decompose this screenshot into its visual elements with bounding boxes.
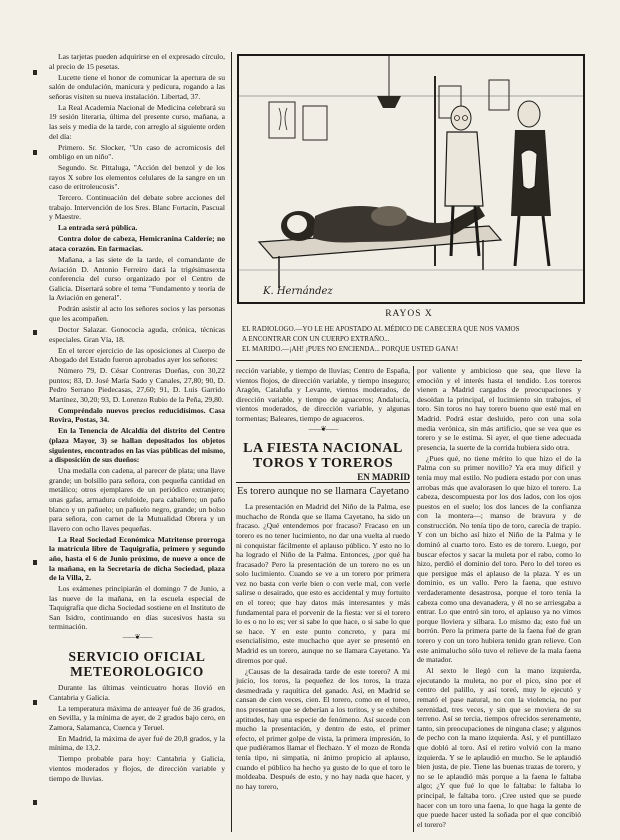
paragraph: Número 79, D. César Contreras Dueñas, con 30,22 puntos; 83, D. José María Sado y Canales, 27,80; 90, D. Pedro Serrano Piedecasas, 27,60; 91, D. Luis Garrido Martínez, 30,20; 93, D. Lorenzo Rubio de la Peña, 29,80. xyxy=(49,366,225,404)
paragraph: La temperatura máxima de anteayer fué de 36 grados, en Sevilla, y la mínima de ayer, de 2 grados bajo cero, en Zamora, Salamanca, Cuenca y Teruel. xyxy=(49,703,225,732)
column-rule xyxy=(231,52,232,832)
cartoon-drawing xyxy=(239,56,583,302)
paragraph: ¿Pues qué, no tiene mérito lo que hizo el de la Palma con su primer novillo? Ya era muy difícil y tenía muy mal estilo. No pudiera estado por con unas arrobas más que avalorasen lo que hizo el torero. La cabeza, descompuesta por los dos lados, con los ojos puestos en el suelo; los dos lances de la confianza con la montera—; manso de bravura y de construcción. No tenía tipo de toro, carecía de trapío. Y con un bicho así hizo el Niño de la Palma y le dominó al cuarto toro. Esto es de torero. Luego, por buscar efectos y sacar la muleta por el rabo, como lo hizo, perdió el dominio del toro. Pero lo del toreo es que persigue más el aplauso de la plaza. Y es un dominio, es un vallo. Pero la faena, que estuvo verdaderamente desastrosa, porque el toro tenía la cabeza como una devanadera, y él no se arriesgaba a entrar. Lo que entró sin toro, el aplauso ya no vimos porque lloviera y silbara. Lo mismo da; esto fué un borrón. Pero la primera parte de la faena fué de gran torero y con un toro hubiera tenido gran relieve. Con este animalucho sólo tuvo el relieve de la mala faena de matador. xyxy=(417,453,581,665)
binding-hole xyxy=(33,330,37,335)
section-heading: SERVICIO OFICIAL METEOROLOGICO xyxy=(68,649,206,680)
paragraph: Tiempo probable para hoy: Cantabria y Galicia, vientos moderados y flojos, de dirección variable y tiempo de lluvias. xyxy=(49,754,225,783)
binding-hole xyxy=(33,150,37,155)
paragraph: ¿Causas de la desairada tarde de este torero? A mi juicio, los toros, la pequeñez de los toros, la traza desmedrada y raquítica del ganado. Así, en Madrid se cansan de cien veces, cien. El torero, como en el toreo, nos presentan que se deberían a los toritos, y se exhiben aptitudes, hay una especie de fenómeno. Así sucede con mucho la presentación, y dentro de esto, el primer efecto, el primer golpe de vista, la primera impresión, lo que pudiéramos llamar el flechazo. Y el mozo de Ronda tenía tipo, ni simpatía, ni ánimo propicio al aplauso, cuando el público ha hecho ya gusto de lo que el toro le moldeaba. Después de esto, y no hay nada que hacer, y no hay torero, xyxy=(236,666,410,791)
paragraph: Los exámenes principiarán el domingo 7 de Junio, a las nueve de la mañana, en la escuela especial de Taquigrafía que dicha Sociedad sostiene en el Instituto de San Isidro, continuando en días sucesivos hasta su terminación. xyxy=(49,584,225,632)
paragraph: La Real Sociedad Económica Matritense prorroga la matrícula libre de Taquigrafía, primero y segundo año, hasta el 6 de Junio próximo, de nueve a once de la mañana, en la Secretaría de dicha Sociedad, plaza de la Villa, 2. xyxy=(49,534,225,583)
caption-line: A ENCONTRAR CON UN CUERPO EXTRAÑO... xyxy=(242,335,390,343)
binding-hole xyxy=(33,700,37,705)
article-subheading: Es torero aunque no se llamara Cayetano xyxy=(236,486,410,498)
paragraph: Tercero. Continuación del debate sobre acciones del trabajo. Intervención de los Sres. Blanc Fortacín, Pascual y Maestre. xyxy=(49,193,225,222)
paragraph: En el tercer ejercicio de las oposiciones al Cuerpo de Abogado del Estado fueron aprobados ayer los señores: xyxy=(49,345,225,365)
paragraph: por valiente y ambicioso que sea, que lleve la emoción y el interés hasta el tendido. Los toreros vienen a Madrid cargados de preocupaciones y desoídan la principal, el lucimiento sin trabajos, el toro. Sin toros no hay torero bueno que esté mal en Madrid. Podrá estar desluido, pero con una sola media verónica, sin más artificio, que se vea que es torero y se le estima. Si ayer, el que tiene adecuada presencia, la suerte de la corrida hubiera sido otra. xyxy=(417,366,581,452)
figure-caption xyxy=(242,324,578,354)
paragraph: En Madrid, la máxima de ayer fué de 20,8 grados, y la mínima, de 13,2. xyxy=(49,733,225,753)
ornament-divider: ——❦—— xyxy=(308,424,338,433)
paragraph: Al sexto le llegó con la mano izquierda, ejecutando la muleta, no por el pico, sino por el centro del palillo, y así toreó, muy le ejecutó y remató el pase natural, no con la violencia, no por serenidad, tres veces, y sin que se moviera de su terreno. Así se tercia, tiempos ofrecidos serenamente, tanto, sin preocupaciones de ninguna clase; y algunos de pecho con la mano izquierda. Así, y el puntillazo que dobló al toro. Así el retiro volvió con la mano izquierda. Y se le aplaudió en mucho. Se le aplaudió bien justa, de pie. Tiene las buenas trazas de torero, y no se le aplaudió más porque a la faena le faltaba algo; ¿Y que fué lo que le faltaba: le faltaba lo principal, le faltaba toro. ¡Cree usted que se puede hacer con un toro una faena, lo que haga la gente de que puede hacer usted la soñada por el que concibió el torero? xyxy=(417,666,581,829)
paragraph: Segundo. Sr. Pittaluga, "Acción del benzol y de los rayos X sobre los elementos celulares de la sangre en un caso de eritroleucosis". xyxy=(49,163,225,192)
binding-hole xyxy=(33,70,37,75)
column-left xyxy=(49,52,225,832)
paragraph: Mañana, a las siete de la tarde, el comandante de Aviación D. Antonio Ferreiro dará la trigésimasexta conferencia del curso organizado por el Centro de Galicia. Disertará sobre el tema "Fundamento y teoría de la Aviación en general". xyxy=(49,255,225,303)
paragraph: Podrán asistir al acto los señores socios y las personas que les acompañen. xyxy=(49,304,225,323)
article-headline: LA FIESTA NACIONAL TOROS Y TOREROS xyxy=(243,440,403,471)
paragraph: La presentación en Madrid del Niño de la Palma, ese muchacho de Ronda que se llama Cayetano, ha sido un fracaso. ¿Qué entendemos por fracaso? Fracaso en un torero es no tener lucimiento, no dar una vuelta al ruedo ni conquistar fácilmente el aplauso público. Y esto no lo ha logrado el Niño de la Palma. Entonces, ¿por qué ha fracasado? Pero la presentación de un torero no es un solo lucimiento. Cuando se ve a un torero por primera vez no basta con verle bien o con verle mal, con verle salirse o desairado, que esto es accidental y muy fortuito en el toreo; que hay datos más interesantes y más fundamental para el porvenir de la fiesta: ver si el torero lo es o no lo es; ver si sabe lo que hace, o si sabe lo que se hace. Y en este punto concreto, y para mí esencialísimo, este muchacho que ayer se presentó en Madrid es un torero, aunque no se llamara Cayetano. Ya diremos por qué. xyxy=(236,502,410,665)
figure-title: RAYOS X xyxy=(385,309,433,319)
article-byline: EN MADRID xyxy=(236,473,410,484)
advert: Doctor Salazar. Gonococia aguda, crónica, técnicas especiales. Gran Vía, 18. xyxy=(49,324,225,344)
cartoon-illustration xyxy=(237,54,585,304)
advert: Compréndalo nuevos precios reducidísimos. Casa Rovira, Postas, 34. xyxy=(49,405,225,425)
paragraph: La Real Academia Nacional de Medicina celebrará su 19 sesión literaria, última del presente curso, mañana, a las seis y media de la tarde, con arreglo al siguiente orden del día: xyxy=(49,102,225,141)
paragraph: Durante las últimas veinticuatro horas llovió en Cantabria y Galicia. xyxy=(49,683,225,702)
figure-underline xyxy=(236,360,582,361)
paragraph: Las tarjetas pueden adquirirse en el expresado círculo, al precio de 15 pesetas. xyxy=(49,52,225,71)
paragraph: Una medalla con cadena, al parecer de plata; una llave grande; un bolsillo para señora, con pequeña cantidad en metálico; otros ejemplares de un periódico extranjero; unas gafas, armadura celuloide, para caballero; un paño blanco y un pañuelo; un pañuelo negro, grande; un bolso para señora, con carnet de la Mutualidad Obrera y un llavero con ocho llaves pequeñas. xyxy=(49,466,225,533)
paragraph: En la Tenencia de Alcaldía del distrito del Centro (plaza Mayor, 3) se hallan depositados los objetos siguientes, encontrados en las vías públicas del mismo, a disposición de sus dueños: xyxy=(49,426,225,465)
paragraph: Primero. Sr. Slocker, "Un caso de acromicosis del ombligo en un niño". xyxy=(49,142,225,162)
binding-hole xyxy=(33,800,37,805)
column-middle xyxy=(236,366,410,834)
paragraph: La entrada será pública. xyxy=(58,223,138,233)
caption-line: EL MARIDO.—¡AH! ¡PUES NO ENCIENDA... PORQUE USTED GANA! xyxy=(242,345,459,353)
artist-signature: K. Hernández xyxy=(263,286,333,297)
caption-line: EL RADIOLOGO.—YO LE HE APOSTADO AL MÉDICO DE CABECERA QUE NOS VAMOS xyxy=(242,325,520,333)
paragraph: rección variable, y tiempo de lluvias; Centro de España, vientos flojos, de dirección variable, y tiempo inseguro; Aragón, Cataluña y Levante, vientos moderados, de dirección variable, y tiempo de aguaceros; Andalucía, vientos moderados, de dirección variable, y algunas tormentas; Baleares, tiempo de aguaceros. xyxy=(236,366,410,423)
column-right xyxy=(417,366,581,834)
paragraph: Lucette tiene el honor de comunicar la apertura de su salón de ondulación, manicura y pedicura, rogando a las señoras visiten su nueva instalación. Libertad, 37. xyxy=(49,72,225,101)
binding-hole xyxy=(33,560,37,565)
column-rule xyxy=(413,366,414,832)
ornament-divider: ——❦—— xyxy=(122,633,152,642)
advert: Contra dolor de cabeza, Hemicranina Calderíe; no ataca corazón. En farmacias. xyxy=(49,234,225,254)
